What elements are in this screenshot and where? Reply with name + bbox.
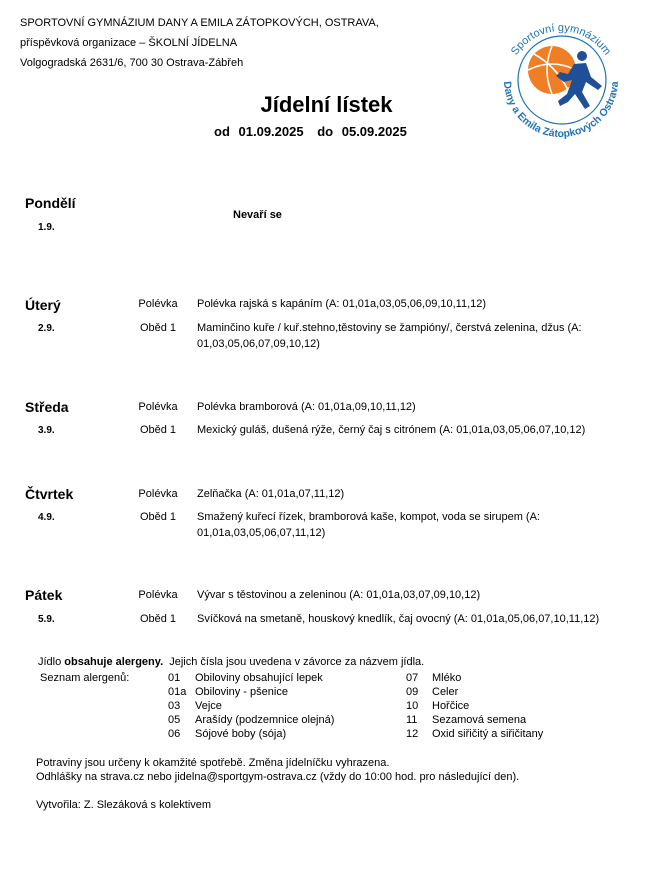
- lunch-item: Svíčková na smetaně, houskový knedlík, čaj ovocný (A: 01,01a,05,06,07,10,11,12): [197, 613, 600, 625]
- allergen-name: Celer: [432, 686, 459, 698]
- lunch-item: Smažený kuřecí řízek, bramborová kaše, kompot, voda se sirupem (A: 01,01a,03,05,06,07,11,12): [197, 511, 540, 539]
- allergen-name: Arašídy (podzemnice olejná): [195, 714, 335, 726]
- allergen-intro: [38, 656, 424, 668]
- allergen-name: Sezamová semena: [432, 714, 527, 726]
- logo-arc-top: Sportovní gymnázium: [508, 21, 614, 58]
- allergen-code: 07: [406, 672, 419, 684]
- allergen-code: 09: [406, 686, 419, 698]
- soup-item: Vývar s těstovinou a zeleninou (A: 01,01a,03,07,09,10,12): [197, 589, 481, 601]
- allergen-list-label: Seznam alergenů:: [40, 672, 130, 684]
- allergen-code: 12: [406, 728, 419, 740]
- day-name: Pátek: [25, 587, 63, 603]
- from-label: od: [214, 124, 230, 139]
- page-title: Jídelní lístek: [260, 92, 393, 117]
- allergen-code: 11: [406, 714, 418, 726]
- day-name: Čtvrtek: [25, 486, 74, 502]
- basketball-icon: [528, 46, 576, 94]
- lunch-label: Oběd 1: [139, 322, 177, 334]
- closed-note: Nevaří se: [233, 209, 282, 221]
- day-name: Středa: [25, 399, 69, 415]
- soup-item: Zelňačka (A: 01,01a,07,11,12): [197, 488, 345, 500]
- day-date: 2.9.: [38, 323, 55, 334]
- allergen-code: 01: [168, 672, 181, 684]
- lunch-label: Oběd 1: [139, 613, 177, 625]
- allergen-name: Hořčice: [432, 700, 470, 712]
- school-name: SPORTOVNÍ GYMNÁZIUM DANY A EMILA ZÁTOPKOVÝCH, OSTRAVA,: [20, 17, 379, 29]
- allergen-code: 03: [168, 700, 181, 712]
- allergen-code: 05: [168, 714, 181, 726]
- soup-item: Polévka rajská s kapáním (A: 01,01a,03,05,06,09,10,11,12): [197, 298, 487, 310]
- logo-arc-bottom: Dany a Emila Zátopkových Ostrava: [500, 80, 622, 141]
- author-note: Vytvořila: Z. Slezáková s kolektivem: [36, 799, 212, 811]
- soup-item: Polévka bramborová (A: 01,01a,09,10,11,12): [197, 401, 416, 413]
- lunch-label: Oběd 1: [139, 511, 177, 523]
- school-logo: [490, 10, 632, 152]
- to-date: 05.09.2025: [341, 124, 407, 139]
- allergen-name: Obiloviny - pšenice: [195, 686, 288, 698]
- allergen-code: 01a: [168, 686, 187, 698]
- allergen-intro-rest: Jejich čísla jsou uvedena v závorce za názvem jídla.: [163, 656, 425, 668]
- day-date: 5.9.: [38, 614, 55, 625]
- soup-label: Polévka: [138, 488, 178, 500]
- day-date: 3.9.: [38, 425, 55, 436]
- allergen-name: Oxid siřičitý a siřičitany: [432, 728, 544, 740]
- soup-label: Polévka: [138, 298, 178, 310]
- allergen-intro-bold: obsahuje alergeny.: [64, 656, 164, 668]
- allergen-code: 10: [406, 700, 419, 712]
- lunch-label: Oběd 1: [139, 424, 177, 436]
- to-label: do: [317, 124, 334, 139]
- date-range: [214, 124, 407, 139]
- day-date: 4.9.: [38, 512, 55, 523]
- allergen-name: Vejce: [195, 700, 222, 712]
- soup-label: Polévka: [138, 401, 178, 413]
- day-name: Pondělí: [25, 195, 76, 211]
- lunch-item: Maminčino kuře / kuř.stehno,těstoviny se žampióny/, čerstvá zelenina, džus (A: 01,03,05,06,07,09,10,12): [197, 322, 582, 350]
- school-address: Volgogradská 2631/6, 700 30 Ostrava-Zábřeh: [20, 57, 244, 69]
- soup-label: Polévka: [138, 589, 178, 601]
- note-consumption: Potraviny jsou určeny k okamžité spotřebě. Změna jídelníčku vyhrazena.: [36, 757, 390, 769]
- note-cancellation: Odhlášky na strava.cz nebo jidelna@sportgym-ostrava.cz (vždy do 10:00 hod. pro následující den).: [36, 771, 520, 783]
- day-name: Úterý: [25, 297, 61, 313]
- day-date: 1.9.: [38, 222, 55, 233]
- lunch-item: Mexický guláš, dušená rýže, černý čaj s citrónem (A: 01,01a,03,05,06,07,10,12): [197, 424, 586, 436]
- allergen-name: Obiloviny obsahující lepek: [195, 672, 323, 684]
- allergen-code: 06: [168, 728, 181, 740]
- allergen-name: Sójové boby (sója): [195, 728, 287, 740]
- from-date: 01.09.2025: [238, 124, 304, 139]
- allergen-intro-prefix: Jídlo: [38, 656, 65, 668]
- allergen-name: Mléko: [432, 672, 462, 684]
- school-subtitle: příspěvková organizace – ŠKOLNÍ JÍDELNA: [20, 37, 238, 49]
